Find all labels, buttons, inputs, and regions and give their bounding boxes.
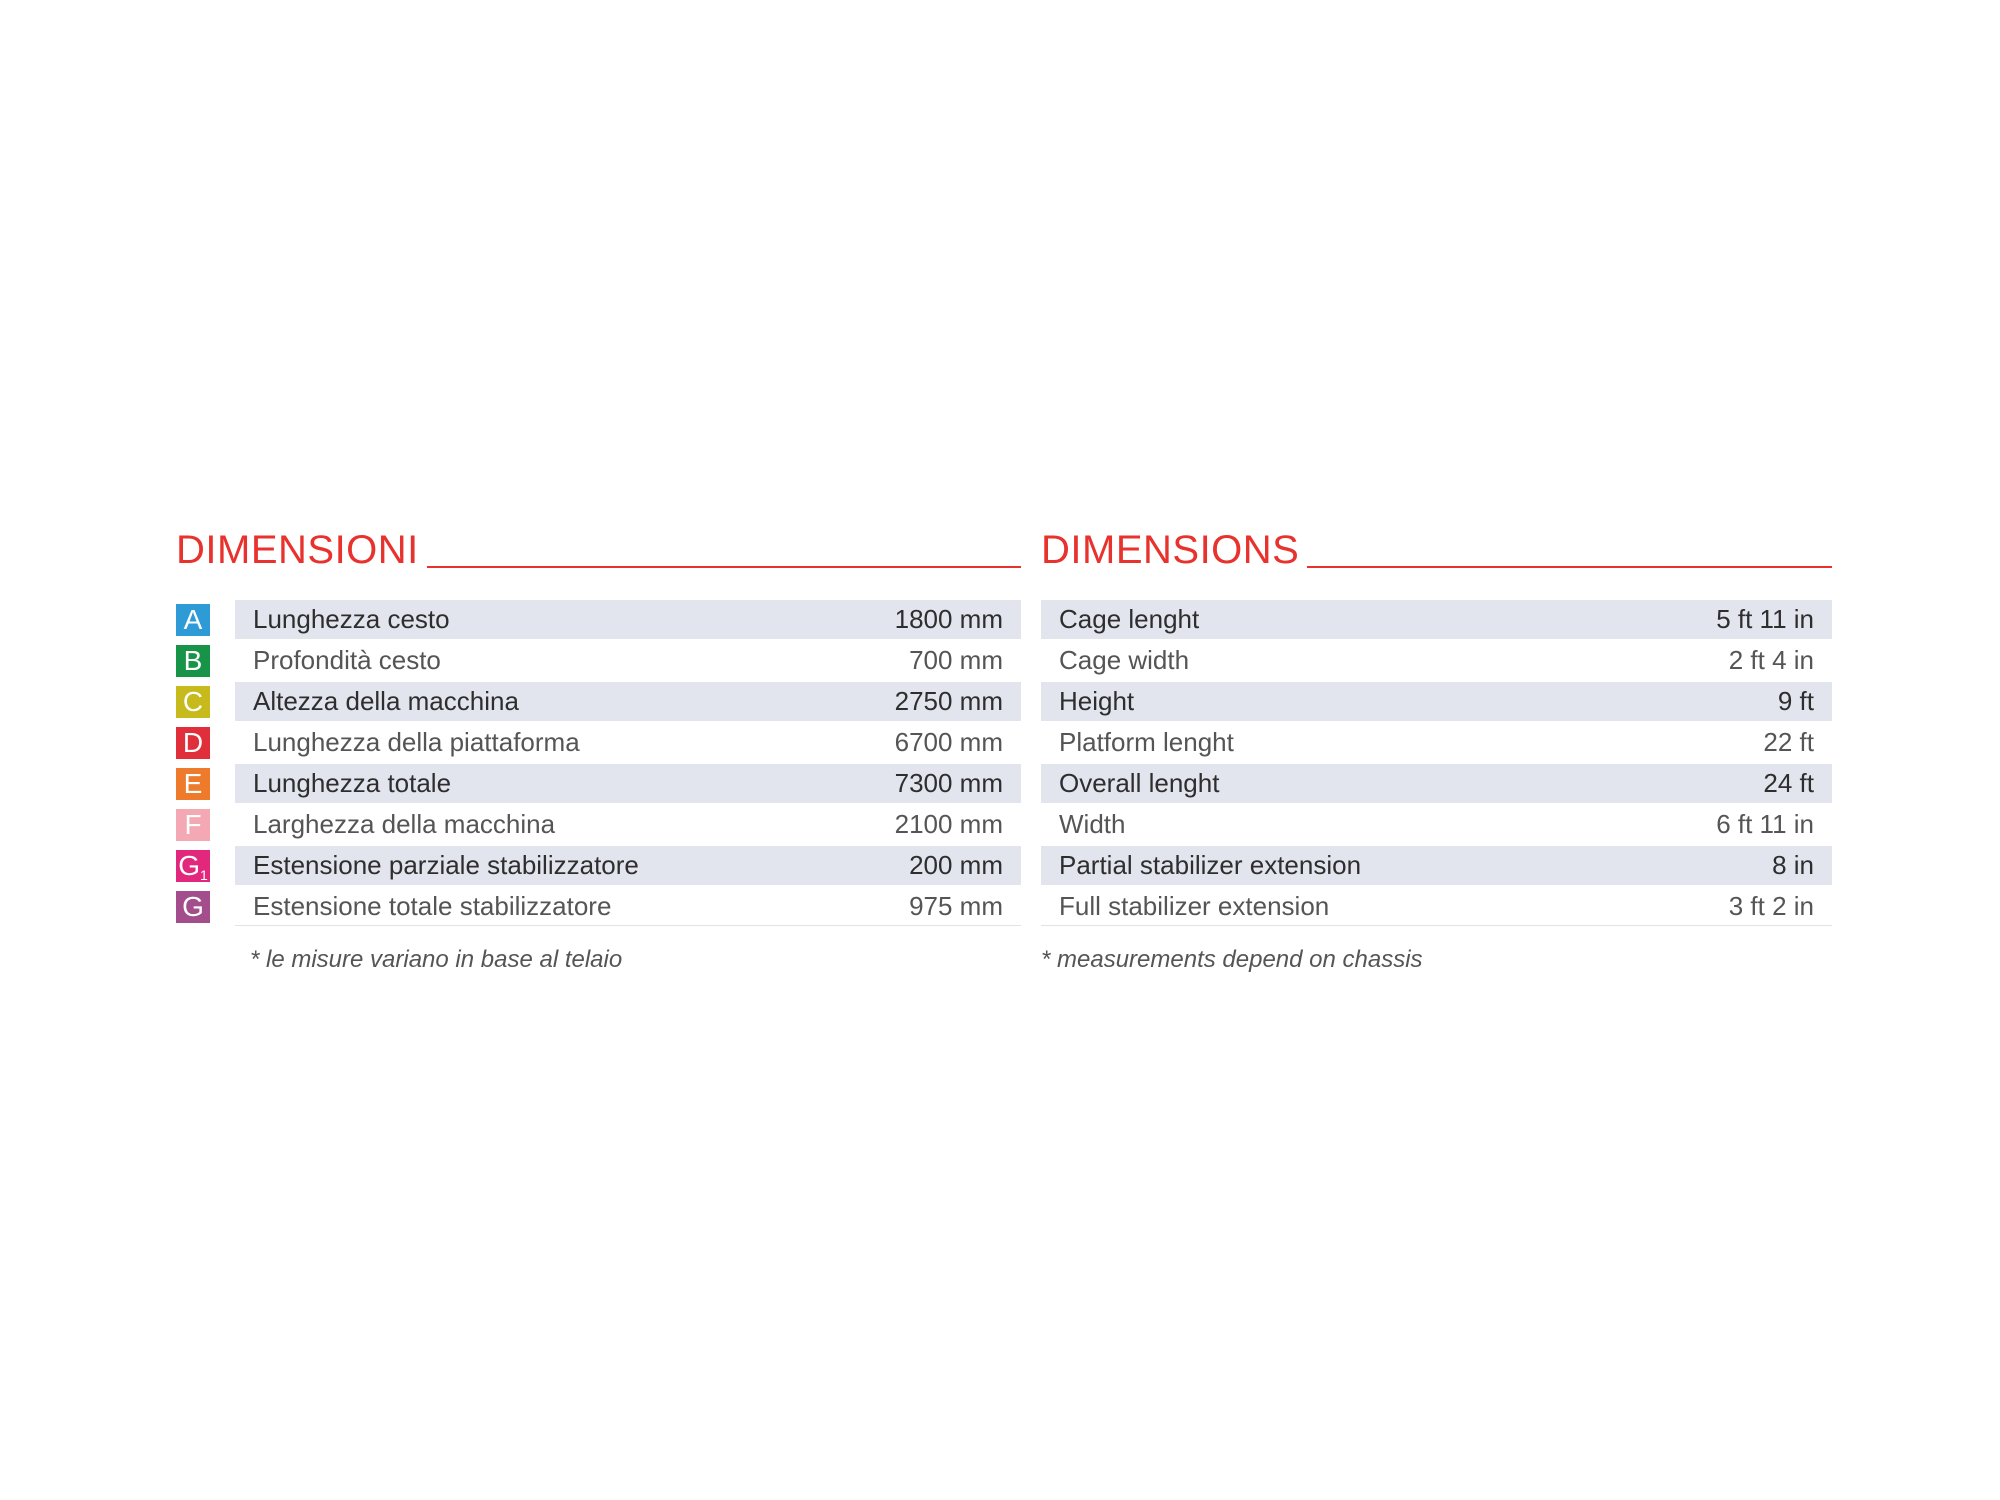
table-row xyxy=(1041,600,1832,641)
badge-letter: B xyxy=(183,645,203,676)
heading-rule xyxy=(1307,566,1832,568)
badge-letter: A xyxy=(183,604,203,635)
badge-letter: G xyxy=(178,850,200,881)
table-row xyxy=(1041,887,1832,928)
table-row xyxy=(176,805,1021,846)
table-row xyxy=(1041,805,1832,846)
table-cell xyxy=(235,641,1021,680)
table-cell xyxy=(235,846,1021,885)
table-row xyxy=(176,846,1021,887)
dimension-label: Estensione totale stabilizzatore xyxy=(253,890,612,921)
dimension-label: Width xyxy=(1059,809,1126,839)
dimension-label: Larghezza della macchina xyxy=(253,809,556,839)
table-cell xyxy=(1041,846,1832,885)
dimension-value: 2750 mm xyxy=(894,686,1003,716)
dimension-value: 6 ft 11 in xyxy=(1716,809,1814,839)
dimension-value: 7300 mm xyxy=(894,768,1003,798)
dimension-label: Lunghezza cesto xyxy=(253,604,450,634)
dimension-value: 3 ft 2 in xyxy=(1728,890,1814,921)
table-cell xyxy=(1041,805,1832,844)
badge-letter: C xyxy=(182,686,204,717)
dimensions-heading-row xyxy=(1041,528,1832,570)
dimension-label: Platform lenght xyxy=(1059,727,1234,757)
dimension-label: Height xyxy=(1059,686,1135,716)
dimension-value: 22 ft xyxy=(1763,727,1814,757)
table-cell xyxy=(1041,682,1832,721)
dimension-value: 9 ft xyxy=(1777,686,1814,716)
table-cell xyxy=(1041,641,1832,680)
heading-rule xyxy=(427,566,1021,568)
badge-letter: F xyxy=(184,809,202,840)
badge-subscript: 1 xyxy=(199,867,208,883)
dimension-badge-a xyxy=(176,604,210,636)
dimension-value: 8 in xyxy=(1772,850,1814,880)
badge-letter: E xyxy=(183,768,203,799)
table-cell xyxy=(1041,600,1832,639)
dimension-badge-c xyxy=(176,686,210,718)
dimensioni-section xyxy=(176,528,1021,973)
table-row xyxy=(176,723,1021,764)
dimension-label: Profondità cesto xyxy=(253,645,441,675)
table-row xyxy=(1041,723,1832,764)
dimension-value: 1800 mm xyxy=(894,604,1003,634)
dimensioni-heading-row xyxy=(176,528,1021,570)
table-row xyxy=(176,887,1021,928)
dimension-label: Overall lenght xyxy=(1059,768,1220,798)
dimensioni-heading: DIMENSIONI xyxy=(176,528,419,572)
dimension-value: 6700 mm xyxy=(894,727,1003,757)
dimension-value: 2 ft 4 in xyxy=(1728,645,1814,675)
table-row xyxy=(1041,682,1832,723)
table-row xyxy=(176,764,1021,805)
dimension-badge-d xyxy=(176,727,210,759)
dimension-badge-b xyxy=(176,645,210,677)
table-row xyxy=(1041,764,1832,805)
dimension-label: Estensione parziale stabilizzatore xyxy=(253,850,639,880)
dimension-value: 2100 mm xyxy=(894,809,1003,839)
dimension-label: Cage width xyxy=(1059,645,1190,675)
dimension-value: 5 ft 11 in xyxy=(1716,604,1814,634)
dimension-value: 200 mm xyxy=(909,850,1003,880)
dimension-value: 24 ft xyxy=(1763,768,1814,798)
dimension-badge-g1 xyxy=(176,850,210,882)
badge-letter: D xyxy=(182,727,204,758)
dimension-badge-g xyxy=(176,891,210,923)
table-cell xyxy=(235,600,1021,639)
table-row xyxy=(1041,846,1832,887)
table-row xyxy=(176,600,1021,641)
dimension-label: Full stabilizer extension xyxy=(1059,890,1330,921)
dimension-badge-f xyxy=(176,809,210,841)
table-cell xyxy=(235,723,1021,762)
table-cell xyxy=(235,887,1021,926)
dimensions-section xyxy=(1041,528,1832,973)
dimensions-heading: DIMENSIONS xyxy=(1041,528,1300,572)
table-cell xyxy=(1041,887,1832,926)
table-row xyxy=(176,641,1021,682)
dimension-value: 975 mm xyxy=(909,890,1003,921)
dimension-label: Lunghezza della piattaforma xyxy=(253,727,580,757)
table-cell xyxy=(235,682,1021,721)
dimension-badge-e xyxy=(176,768,210,800)
table-cell xyxy=(1041,764,1832,803)
table-row xyxy=(176,682,1021,723)
table-cell xyxy=(235,764,1021,803)
footnote: * measurements depend on chassis xyxy=(1041,946,1423,973)
footnote: * le misure variano in base al telaio xyxy=(250,946,623,973)
dimension-label: Cage lenght xyxy=(1059,604,1200,634)
dimension-label: Partial stabilizer extension xyxy=(1059,850,1362,880)
dimension-value: 700 mm xyxy=(909,645,1003,675)
dimension-label: Altezza della macchina xyxy=(253,686,519,716)
table-cell xyxy=(1041,723,1832,762)
table-cell xyxy=(235,805,1021,844)
table-row xyxy=(1041,641,1832,682)
dimension-label: Lunghezza totale xyxy=(253,768,452,798)
badge-letter: G xyxy=(182,891,204,922)
